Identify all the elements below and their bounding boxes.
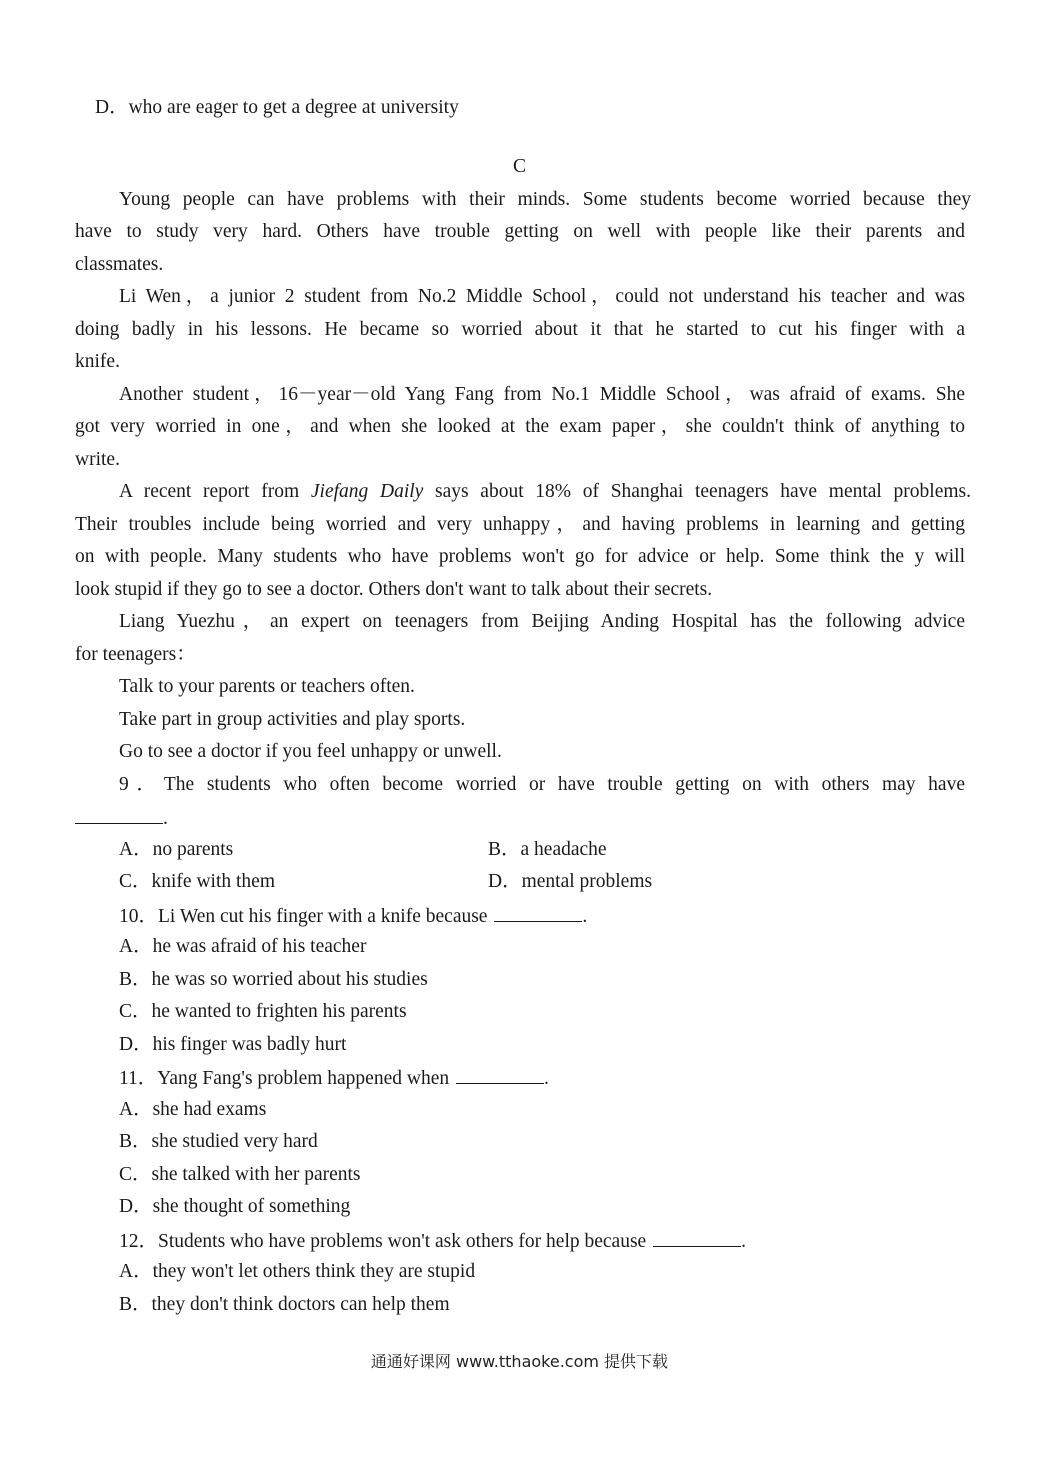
question-9-blank-line [75, 805, 168, 831]
option-d: D．his finger was badly hurt [119, 1034, 347, 1055]
passage-line: Their troubles include being worried and very unhappy，and having problems in learning and getting [75, 514, 965, 535]
question-9: 9．The students who often become worried or have trouble getting on with others may have [119, 774, 965, 795]
passage-line [119, 480, 971, 504]
period: . [741, 1231, 746, 1252]
newspaper-title: Jiefang Daily [310, 481, 424, 502]
option-a: A．no parents [119, 839, 234, 860]
passage-text: A recent report from [119, 481, 311, 502]
answer-blank [494, 903, 582, 922]
passage-line: doing badly in his lessons. He became so worried about it that he started to cut his finger with a [75, 319, 965, 340]
option-c: C．knife with them [119, 871, 275, 892]
passage-line: write. [75, 449, 120, 470]
option-b: B．she studied very hard [119, 1131, 318, 1152]
question-11 [119, 1065, 549, 1091]
passage-line: for teenagers： [75, 644, 196, 665]
option-b: B．a headache [488, 839, 607, 860]
section-label: C [512, 156, 526, 177]
passage-line: look stupid if they go to see a doctor. Others don't want to talk about their secrets. [75, 579, 713, 600]
passage-line: knife. [75, 351, 120, 372]
passage-line: on with people. Many students who have problems won't go for advice or help. Some think the y will [75, 546, 965, 567]
page-footer: 通通好课网 www.tthaoke.com 提供下载 [370, 1352, 669, 1371]
option-d: D．she thought of something [119, 1196, 351, 1217]
passage-line: Li Wen，a junior 2 student from No.2 Middle School，could not understand his teacher and was [119, 286, 965, 307]
advice-item: Go to see a doctor if you feel unhappy or unwell. [119, 741, 502, 762]
passage-line: have to study very hard. Others have trouble getting on well with people like their parents and [75, 221, 965, 242]
passage-line: classmates. [75, 254, 164, 275]
answer-blank [75, 805, 163, 824]
question-10 [119, 903, 587, 929]
question-12 [119, 1228, 746, 1254]
passage-line: Another student，16－year－old Yang Fang from No.1 Middle School，was afraid of exams. She [119, 384, 965, 405]
option-d: D．mental problems [488, 871, 653, 892]
answer-blank [456, 1065, 544, 1084]
passage-text: says about 18% of Shanghai teenagers have mental problems. [423, 481, 971, 502]
question-text: 10．Li Wen cut his finger with a knife because [119, 906, 488, 927]
question-text: 12．Students who have problems won't ask others for help because [119, 1231, 647, 1252]
passage-line: Liang Yuezhu，an expert on teenagers from Beijing Anding Hospital has the following advice [119, 611, 965, 632]
option-a: A．she had exams [119, 1099, 267, 1120]
option-d-previous: D．who are eager to get a degree at university [95, 97, 459, 118]
period: . [582, 906, 588, 927]
advice-item: Take part in group activities and play sports. [119, 709, 466, 730]
option-c: C．he wanted to frighten his parents [119, 1001, 407, 1022]
period: . [163, 808, 168, 829]
option-a: A．he was afraid of his teacher [119, 936, 367, 957]
option-a: A．they won't let others think they are stupid [119, 1261, 476, 1282]
question-text: 11．Yang Fang's problem happened when [119, 1068, 450, 1089]
answer-blank [653, 1228, 741, 1247]
period: . [543, 1068, 549, 1089]
option-b: B．he was so worried about his studies [119, 969, 428, 990]
passage-line: Young people can have problems with their minds. Some students become worried because they [119, 189, 971, 210]
option-c: C．she talked with her parents [119, 1164, 361, 1185]
option-b: B．they don't think doctors can help them [119, 1294, 450, 1315]
passage-line: got very worried in one，and when she looked at the exam paper，she couldn't think of anything to [75, 416, 965, 437]
advice-item: Talk to your parents or teachers often. [119, 676, 415, 697]
